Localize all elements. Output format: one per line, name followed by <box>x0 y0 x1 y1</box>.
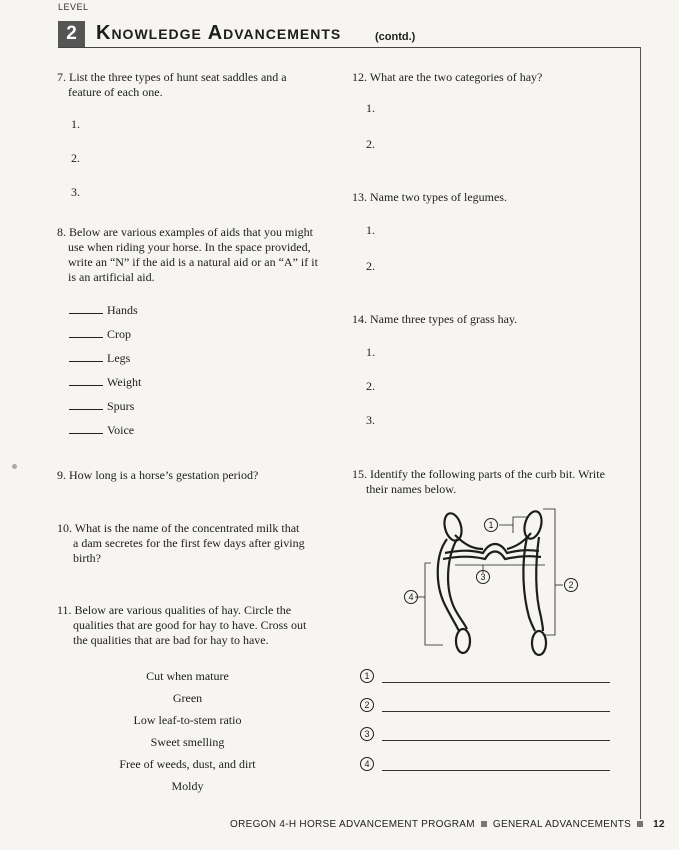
question-7-item-2: 2. <box>71 151 80 165</box>
question-13-item-2: 2. <box>366 259 375 273</box>
hay-quality-item[interactable]: Low leaf-to-stem ratio <box>133 713 242 727</box>
question-10-prompt: 10. What is the name of the concentrated milk that a dam secretes for the first few days after giving birth? <box>57 521 305 565</box>
answer-marker-1: 1 <box>360 669 374 683</box>
aid-row: Weight <box>69 370 141 394</box>
footer-program: OREGON 4-H HORSE ADVANCEMENT PROGRAM <box>230 819 475 830</box>
question-11-prompt: 11. Below are various qualities of hay. Circle the qualities that are good for hay to have. Cross out the qualities that are bad for hay to have. <box>57 603 307 647</box>
answer-blank[interactable] <box>69 328 103 338</box>
question-14-item-2: 2. <box>366 379 375 393</box>
page-title-suffix: (contd.) <box>375 31 416 43</box>
question-7-item-1: 1. <box>71 117 80 131</box>
page-number: 12 <box>653 819 665 830</box>
answer-line-2[interactable] <box>382 700 610 712</box>
question-8-prompt: 8. Below are various examples of aids that you might use when riding your horse. In the space provided, write an “N” if the aid is a natural aid or an “A” if it is an artificial aid. <box>57 225 318 284</box>
question-12-item-2: 2. <box>366 137 375 151</box>
hay-quality-item[interactable]: Green <box>172 691 203 705</box>
q15-answer-row-2 <box>360 697 610 712</box>
q15-answer-row-1 <box>360 668 610 683</box>
level-label: LEVEL <box>58 2 89 12</box>
hay-quality-item[interactable]: Cut when mature <box>146 669 229 683</box>
question-15-prompt: 15. Identify the following parts of the curb bit. Write their names below. <box>352 467 605 496</box>
answer-line-3[interactable] <box>382 729 610 741</box>
footer-separator-square <box>637 821 643 827</box>
answer-marker-2: 2 <box>360 698 374 712</box>
aid-row: Spurs <box>69 394 141 418</box>
page-footer <box>230 819 665 830</box>
footer-separator-square <box>481 821 487 827</box>
callout-marker-4: 4 <box>404 590 418 604</box>
hay-quality-item[interactable]: Moldy <box>171 779 204 793</box>
question-13-item-1: 1. <box>366 223 375 237</box>
question-12-prompt: 12. What are the two categories of hay? <box>352 70 543 84</box>
aid-row: Crop <box>69 322 141 346</box>
answer-marker-3: 3 <box>360 727 374 741</box>
hay-qualities-list <box>95 665 280 797</box>
aid-row: Hands <box>69 298 141 322</box>
header-rule <box>58 47 640 48</box>
question-14-item-1: 1. <box>366 345 375 359</box>
hay-quality-item[interactable]: Sweet smelling <box>150 735 225 749</box>
answer-line-4[interactable] <box>382 759 610 771</box>
question-12-item-1: 1. <box>366 101 375 115</box>
answer-blank[interactable] <box>69 400 103 410</box>
aid-row: Voice <box>69 418 141 442</box>
question-8-aid-list <box>69 298 141 442</box>
footer-section: GENERAL ADVANCEMENTS <box>492 819 632 830</box>
answer-line-1[interactable] <box>382 671 610 683</box>
question-9-prompt: 9. How long is a horse’s gestation period? <box>57 468 259 482</box>
question-7-item-3: 3. <box>71 185 80 199</box>
level-number-badge: 2 <box>58 21 85 47</box>
page-title: Knowledge Advancements <box>96 22 342 44</box>
question-13-prompt: 13. Name two types of legumes. <box>352 190 507 204</box>
answer-blank[interactable] <box>69 424 103 434</box>
right-margin-rule <box>640 47 641 819</box>
question-7-prompt: 7. List the three types of hunt seat saddles and a feature of each one. <box>57 70 287 99</box>
answer-blank[interactable] <box>69 352 103 362</box>
callout-marker-3: 3 <box>476 570 490 584</box>
margin-dot <box>12 464 17 469</box>
callout-marker-2: 2 <box>564 578 578 592</box>
aid-row: Legs <box>69 346 141 370</box>
question-14-prompt: 14. Name three types of grass hay. <box>352 312 518 326</box>
question-14-item-3: 3. <box>366 413 375 427</box>
answer-blank[interactable] <box>69 376 103 386</box>
hay-quality-item[interactable]: Free of weeds, dust, and dirt <box>119 757 256 771</box>
q15-answer-row-4 <box>360 756 610 771</box>
answer-blank[interactable] <box>69 304 103 314</box>
q15-answer-row-3 <box>360 726 610 741</box>
answer-marker-4: 4 <box>360 757 374 771</box>
callout-marker-1: 1 <box>484 518 498 532</box>
